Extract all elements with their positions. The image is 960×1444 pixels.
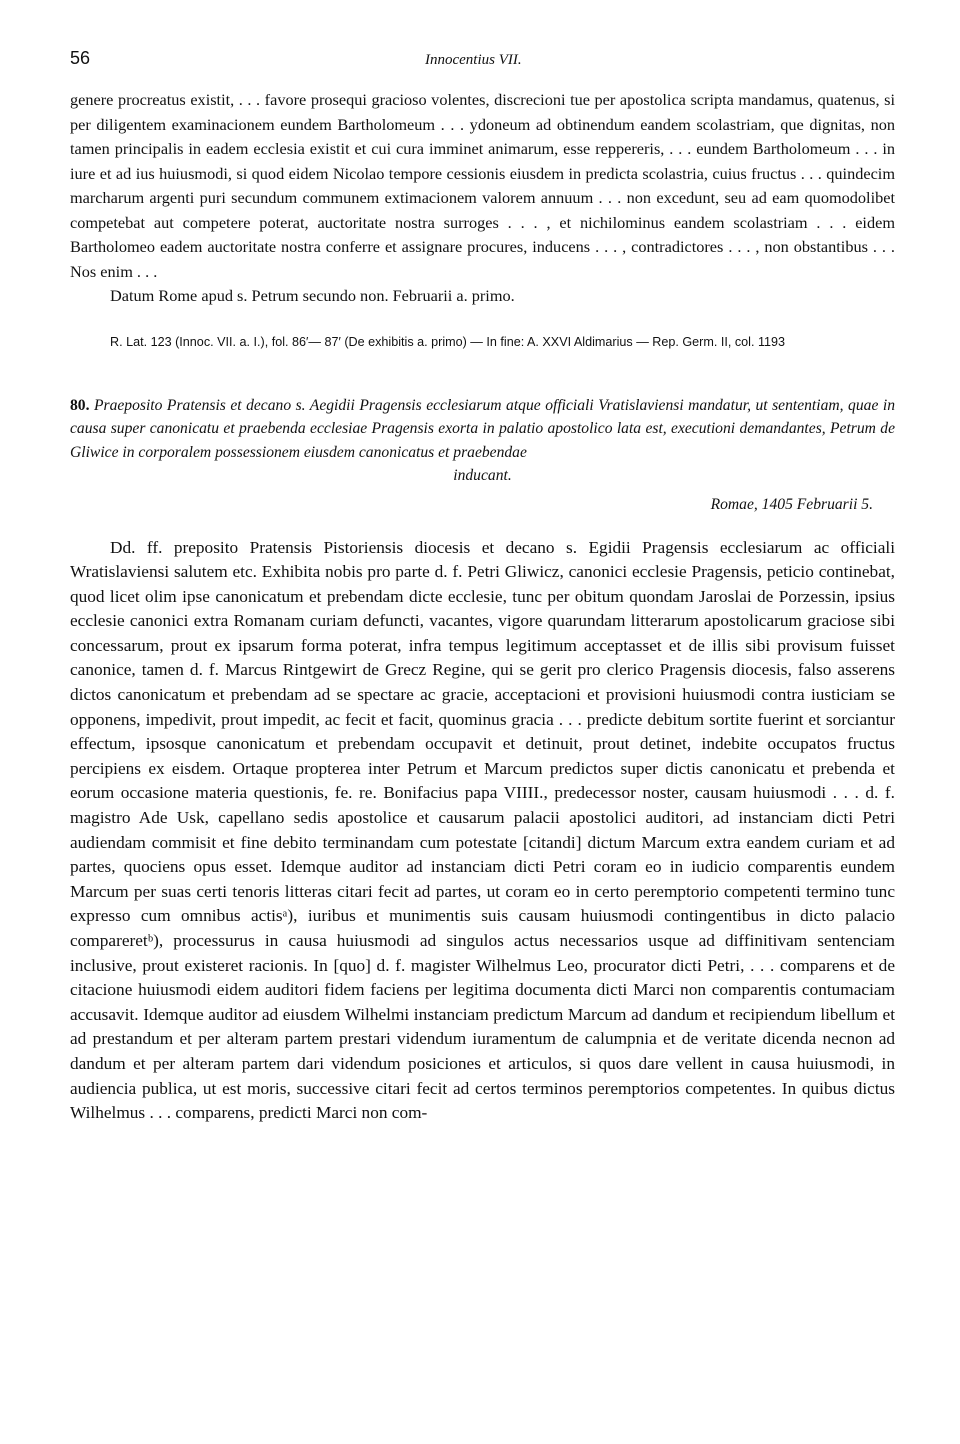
page-number: 56	[70, 48, 91, 68]
document-page	[70, 48, 895, 1126]
entry-date: Romae, 1405 Februarii 5.	[710, 495, 873, 513]
previous-entry-text: genere procreatus existit, . . . favore prosequi gracioso volentes, discrecioni tue per apostolica scripta mandamus, quatenus, si per diligentem examinacionem eundem Bartholomeum . . . ydoneum ad obtinendum eandem scolastriam, que dignitas, non tamen principalis in eadem ecclesia existit et cui cura imminet animarum, esse reppereris, . . . eundem Bartholomeum . . . in iure et ad ius huiusmodi, si quod eidem Nicolao tempore cessionis eiusdem in predicta scolastria, cuius fructus . . . quindecim marcharum argenti puri secundum communem extimacionem valorem annuum . . . non excedunt, seu ad eam quomodolibet competebat aut competere poterat, auctoritate nostra surroges . . . , et nichilominus eandem scolastriam . . . eidem Bartholomeo eadem auctoritate nostra conferre et assignare procures, inducens . . . , contradictores . . . , non obstantibus . . . Nos enim . . .	[70, 90, 895, 281]
entry-heading	[70, 394, 895, 514]
entry-body-text: Dd. ff. preposito Pratensis Pistoriensis diocesis et decano s. Egidii Pragensis ecclesiarum ac officiali Wratislaviensi salutem etc. Exhibita nobis pro parte d. f. Petri Gliwicz, canonici ecclesie Pragensis, peticio continebat, quod licet olim ipse canonicatum et prebendam dicte ecclesie, tunc per obitum quondam Jaroslai de Porzessin, ipsius ecclesie canonici extra Romanam curiam defuncti, vacantes, vigore quarundam litterarum apostolicarum graciose sibi concessarum, prout ex ipsarum forma poterat, infra tempus legitimum acceptasset et de illis sibi provisum fuisset canonice, tamen d. f. Marcus Rintgewirt de Grecz Regine, qui se gerit pro clerico Pragensis diocesis, falso asserens dictos canonicatum et prebendam ad se spectare ac gracie, acceptacioni et provisioni huiusmodi contra iusticiam se opponens, impedivit, prout impedit, ac fecit et facit, quominus gracia . . . predicte debitum sortite fuerint et sorciantur effectum, ipsosque canonicatum et prebendam occupavit et detinuit, prout detinet, indebite occupatos fructus percipiens ex eisdem. Ortaque propterea inter Petrum et Marcum predictos super dictis canonicatu et prebenda et eorum occasione materia questionis, fe. re. Bonifacius papa VIIII., predecessor noster, causam huiusmodi . . . d. f. magistro Ade Usk, capellano sedis apostolice et causarum palacii apostolici auditori, ad instanciam dicti Petri audiendam commisit et fine debito terminandam cum potestate [citandi] dictum Marcum extra eandem curiam et ad partes, quociens opus esset. Idemque auditor ad instanciam dicti Petri coram eo in iudicio comparentis eundem Marcum per suas certi tenoris litteras citari fecit ad partes, ut coram eo in certo peremptorio competenti termino tunc expresso cum omnibus actisᵃ), iuribus et munimentis suis causam huiusmodi contingentibus in dicto palacio compareretᵇ), processurus in causa huiusmodi ad singulos actus necessarios usque ad diffinitivam sentenciam inclusive, prout existeret racionis. In [quo] d. f. magister Wilhelmus Leo, procurator dicti Petri, . . . comparens et de citacione huiusmodi eidem auditori fidem faciens per legitima documenta dicti Marci non comparentis contumaciam accusavit. Idemque auditor ad eiusdem Wilhelmi instanciam predictum Marcum ad dandum et recipiendum libellum et ad prestandum et per alteram partem prestari videndum iuramentum de calumpnia et de veritate dicenda necnon ad dandum et per alteram partem dari videndum posiciones et articulos, si quos dare vellent in causa huiusmodi, in audiencia publica, ut est moris, successive citari fecit ad certos terminos peremptorios competentes. In quibus dictus Wilhelmus . . . comparens, predicti Marci non com-	[70, 537, 895, 1123]
previous-entry	[70, 88, 895, 309]
entry-regest-end: inducant.	[453, 467, 512, 484]
source-note: R. Lat. 123 (Innoc. VII. a. I.), fol. 86′— 87′ (De exhibitis a. primo) — In fine: A. XXVI Aldimarius — Rep. Germ. II, col. 1193	[110, 334, 786, 349]
datum-line: Datum Rome apud s. Petrum secundo non. Februarii a. primo.	[110, 286, 515, 305]
entry-regest-text: Praeposito Pratensis et decano s. Aegidii Pragensis ecclesiarum atque officiali Vratislaviensi mandatur, ut sententiam, quae in causa super canonicatu et praebenda ecclesiae Pragensis exorta in palatio apostolico lata est, executioni demandantes, Petrum de Gliwice in corporalem possessionem eiusdem canonicatus et praebendae	[70, 396, 895, 461]
running-title: Innocentius VII.	[425, 52, 522, 68]
page-header	[70, 48, 895, 88]
entry-regest	[70, 394, 895, 465]
entry-number: 80.	[70, 396, 90, 414]
